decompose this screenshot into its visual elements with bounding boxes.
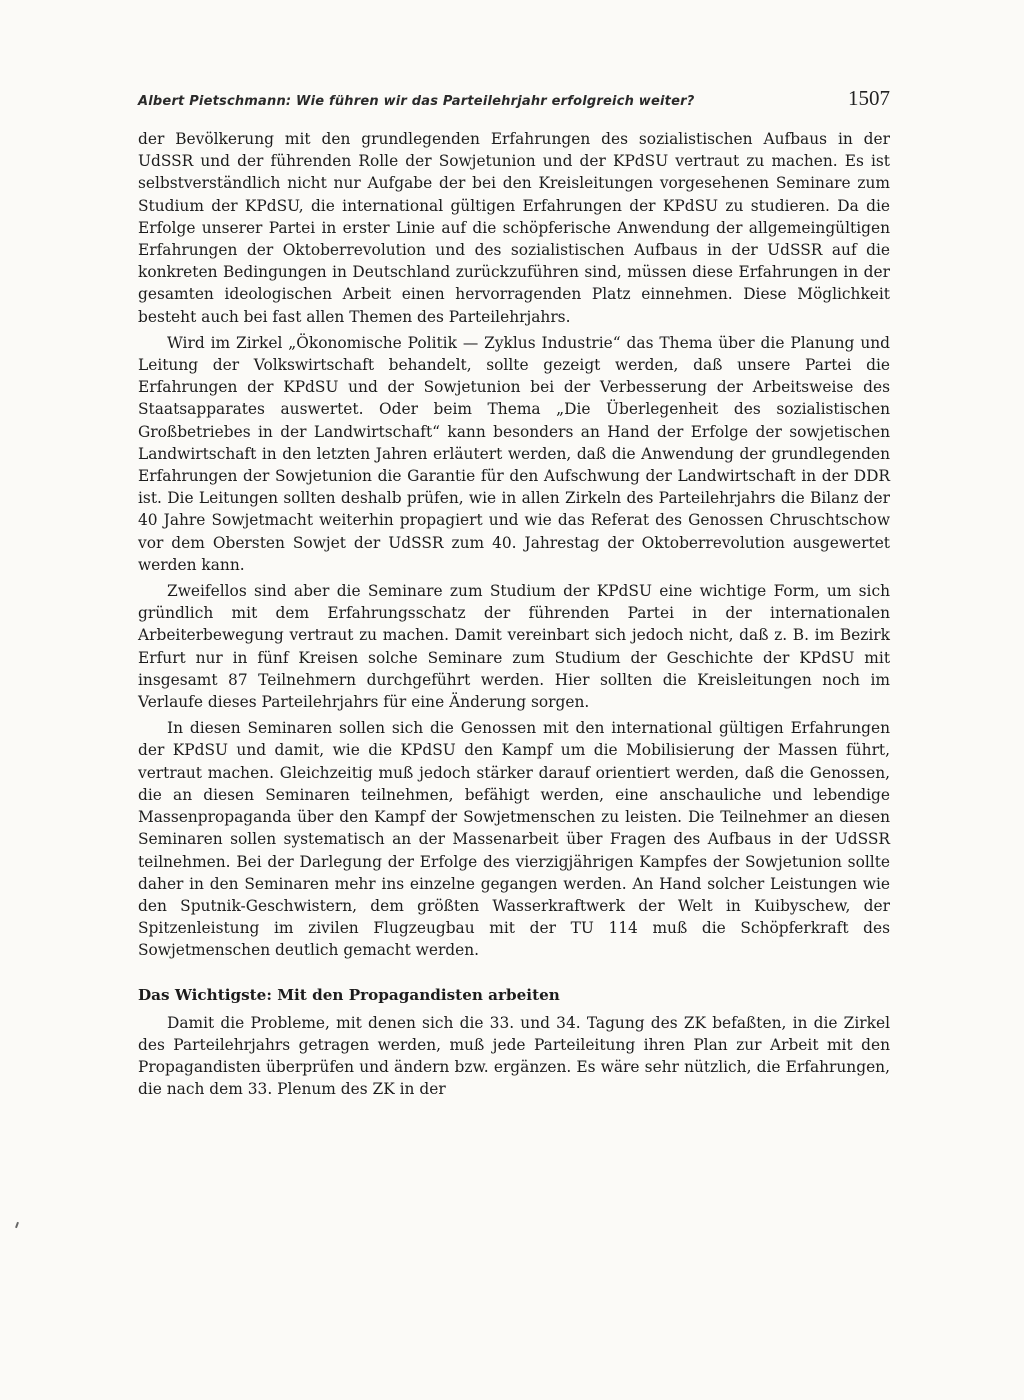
running-head	[138, 86, 890, 116]
running-title: Albert Pietschmann: Wie führen wir das Parteilehrjahr erfolgreich weiter?	[138, 94, 695, 109]
paragraph-3: Zweifellos sind aber die Seminare zum Studium der KPdSU eine wichtige Form, um sich gründlich mit dem Erfahrungsschatz der führenden Partei in der internationalen Arbeiterbewegung vertraut zu machen. Damit vereinbart sich jedoch nicht, daß z. B. im Bezirk Erfurt nur in fünf Kreisen solche Seminare zum Studium der Geschichte der KPdSU mit insgesamt 87 Teilnehmern durchgeführt werden. Hier sollten die Kreisleitungen noch im Verlaufe dieses Parteilehrjahrs für eine Änderung sorgen.	[138, 582, 890, 712]
section-heading: Das Wichtigste: Mit den Propagandisten arbeiten	[138, 985, 560, 1004]
section-paragraph: Damit die Probleme, mit denen sich die 33. und 34. Tagung des ZK befaßten, in die Zirkel des Parteilehrjahrs getragen werden, muß jede Parteileitung ihren Plan zur Arbeit mit den Propagandisten überprüfen und ändern bzw. ergänzen. Es wäre sehr nützlich, die Erfahrungen, die nach dem 33. Plenum des ZK in der	[138, 1013, 890, 1099]
body-text	[138, 128, 890, 1104]
page-number: 1507	[848, 86, 890, 110]
paragraph-1: der Bevölkerung mit den grundlegenden Erfahrungen des sozialistischen Aufbaus in der UdSSR und der führenden Rolle der Sowjetunion und der KPdSU vertraut zu machen. Es ist selbstverständlich nicht nur Aufgabe der bei den Kreisleitungen vorgesehenen Seminare zum Studium der KPdSU, die international gültigen Erfahrungen der KPdSU zu studieren. Da die Erfolge unserer Partei in erster Linie auf die schöpferische Anwendung der allgemeingültigen Erfahrungen der Oktoberrevolution und des sozialistischen Aufbaus in der UdSSR auf die konkreten Bedingungen in Deutschland zurückzuführen sind, müssen diese Erfahrungen in der gesamten ideologischen Arbeit einen hervorragenden Platz einnehmen. Diese Möglichkeit besteht auch bei fast allen Themen des Parteilehrjahrs.	[138, 130, 890, 326]
margin-speck	[15, 1222, 19, 1228]
paragraph-2: Wird im Zirkel „Ökonomische Politik — Zyklus Industrie“ das Thema über die Planung und Leitung der Volkswirtschaft behandelt, sollte gezeigt werden, daß unsere Partei die Erfahrungen der KPdSU und der Sowjetunion bei der Verbesserung der Arbeitsweise des Staatsapparates auswertet. Oder beim Thema „Die Überlegenheit des sozialistischen Großbetriebes in der Landwirtschaft“ kann besonders an Hand der Erfolge der sowjetischen Landwirtschaft in den letzten Jahren erläutert werden, daß die Anwendung der grundlegenden Erfahrungen der Sowjetunion die Garantie für den Aufschwung der Landwirtschaft in der DDR ist. Die Leitungen sollten deshalb prüfen, wie in allen Zirkeln des Parteilehrjahrs die Bilanz der 40 Jahre Sowjetmacht weiterhin propagiert und wie das Referat des Genossen Chruschtschow vor dem Obersten Sowjet der UdSSR zum 40. Jahrestag der Oktoberrevolution ausgewertet werden kann.	[138, 333, 890, 574]
paragraph-4: In diesen Seminaren sollen sich die Genossen mit den international gültigen Erfahrungen der KPdSU und damit, wie die KPdSU den Kampf um die Mobilisierung der Massen führt, vertraut machen. Gleichzeitig muß jedoch stärker darauf orientiert werden, daß die Genossen, die an diesen Seminaren teilnehmen, befähigt werden, eine anschauliche und lebendige Massenpropaganda über den Kampf der Sowjetmenschen zu leisten. Die Teilnehmer an diesen Seminaren sollen systematisch an der Massenarbeit über Fragen des Aufbaus in der UdSSR teilnehmen. Bei der Darlegung der Erfolge des vierzigjährigen Kampfes der Sowjetunion sollte daher in den Seminaren mehr ins einzelne gegangen werden. An Hand solcher Leistungen wie den Sputnik-Geschwistern, dem größten Wasserkraftwerk der Welt in Kuibyschew, der Spitzenleistung im zivilen Flugzeugbau mit der TU 114 muß die Schöpferkraft des Sowjetmenschen deutlich gemacht werden.	[138, 719, 890, 960]
